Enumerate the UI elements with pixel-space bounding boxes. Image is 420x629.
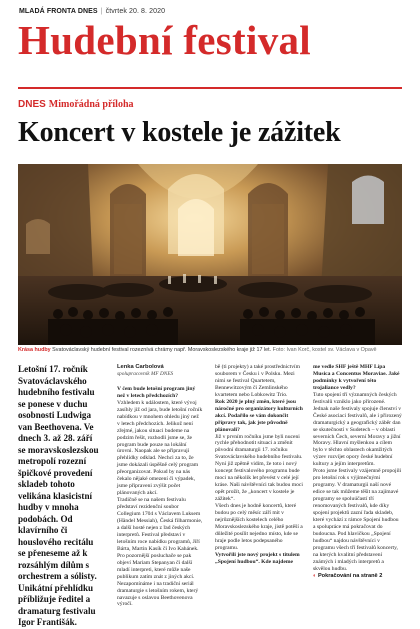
interview-answer: Proto jsme festivaly vzájemně propojili pro letošní rok s výjimečnými programy. V dramaturgii naší nové edice se tak můžeme těšit na zajímavé programy se spoluúčastí tří renomovaných festivalů, kde díky spojení projektů zazní řada skladeb, které vychází z rámce Spojení hudbou a spolupráce má pokračovat do budoucna. Pod hlavičkou „Spojení hudbou“ najdou návštěvníci v programu všech tří festivalů koncerty, na kterých kvalitní představení známých i mladých interpretů a skvělou hudbu. (313, 468, 402, 572)
supplement-subline (18, 94, 134, 112)
masthead-separator: | (100, 8, 103, 15)
continuation-link[interactable] (313, 573, 402, 580)
photo-credit: Foto: Ivan Korč, kostel sv. Václava v Opavě (271, 347, 377, 353)
interview-question: V čem bude letošní program jiný než v letech předchozích? (117, 385, 196, 399)
publication-name: MLADÁ FRONTA DNES (19, 8, 98, 15)
interview-answer: Tradičně se na našem festivalu představí rezidenční soubor Collegium 1704 s Václavem Luksem (Händel Messiah), Česká filharmonie, a další hosté nejen z řad českých interpretů. Festival představí v letošním roce nabídku programů, Jiří Bárta, Martin Kasík či Ivo Kahánek. Pro pozornější posluchače se pak objeví Mariam Stepanyan či další mladí interpreti, které může naše publikum zatím znát z jiných akcí. Nezapomínáme i na tradiční seriál dramaturgie s letošním rokem, který navazuje s oslavou Beethovenova výročí. (117, 497, 203, 608)
interview-answer: Již v prvním ročníku jsme byli nuceni rychle přehodnotit situaci a změnit původní dramaturgii 17. ročníku Svatováclavského hudebního festivalu. Nyní již zpětně vidím, že toto i nový koncept festivalového programu bude moci na několik let převést v celé její kráse. Naši návštěvníci tak budou moci opět prožít, že „koncert v kostele je zážitek“. (215, 433, 303, 503)
interview-question: Rok 2020 je plný změn, které jsou náročné pro organizátory kulturních akcí. Podařilo se vám dokončit přípravy tak, jak jste původně plánovali? (215, 398, 303, 433)
interview-answer: Vzhledem k událostem, které vývoj zasíhly již od jara, bude letošní ročník nabídkou v mnohem ohledu jiný než v letech předchozích. Jelikož není zřejmé, jakou situaci budeme na podzim řešit, rozhodli jsme se, že program bude pouze na lokální úrovni. Naopak ale se připravují přehlídky odklad. Nechci za to, že jsme dokázali úspěšně celý program přeorganizovat. Pokud by na nás čekalo nějaké omezení či výpadek, jsme připraveni zvýšit počet plánovaných akcí. (117, 399, 203, 497)
supplement-title: Hudební festival (18, 17, 311, 63)
brand-logo: DNES (18, 99, 46, 110)
interview-answer: Všech dnes je hodně koncertů, které budou po celý měsíc září mít v nejrůznějších kostelech celého Moravskoslezského kraje, jistě potěší a důležité posílit nejedno místo, kde se hraje podle letos podepsaného programu. (215, 503, 303, 551)
concert-photo (18, 164, 402, 345)
interview-question: me vedle SHF ještě MHF Lípa Musica a Concentus Moraviae. Jaké podmínky k vytvoření této trojaliance vedly? (313, 364, 400, 391)
masthead (19, 8, 165, 15)
continuation-icon: ◐ (313, 572, 317, 579)
photo-caption (18, 347, 402, 353)
interview-question: Vytvořili jste nový projekt s titulem „Spojení hudbou“. Kde najdeme (215, 551, 300, 565)
article-column-3 (215, 364, 303, 566)
title-rule (18, 87, 402, 89)
continuation-text: Pokračování na straně 2 (317, 572, 383, 579)
supplement-subtitle: Mimořádná příloha (48, 99, 134, 110)
issue-date: čtvrtek 20. 8. 2020 (105, 8, 166, 15)
article-column-2 (117, 364, 203, 608)
article-column-4 (313, 364, 402, 580)
interview-answer: Tuto spojení tří významných českých festivalů vzniklo jako přirozené. Jednak naše festivaly spojuje členství v České asociaci festivalů, ale i přirozený dramaturgický a geografický záběr dan se skutečností v Sudetech – v oblasti severních Čech, severní Moravy a jižní Moravy. Hlavní myšlenkou a cílem bylo v těchto oblastech okamžitých výzev rozvíjet opory české hudební kultury a jejím interpretům. (313, 391, 402, 468)
article-headline: Koncert v kostele je zážitek (18, 117, 341, 148)
author-name: Lenka Carbolová (117, 364, 164, 370)
caption-title: Krása hudby (18, 347, 51, 353)
author-role: spolupracovník MF DNES (117, 370, 174, 377)
caption-text: Svatováclavský hudební festival rozeznívá chrámy např. Moravskoslezského kraje již 17 let. (50, 347, 272, 353)
article-lead: Letošní 17. ročník Svatováclavského hudebního festivalu se ponese v duchu osobnosti Ludwiga van Beethovena. Ve dnech 3. až 28. září se moravskoslezskou metropolí rozezní špičkové provedení skladeb tohoto velikána klasicistní hudby v mnoha podobách. Od klavírního či houslového recitálu se přeneseme až k rozsáhlým dílům s orchestrem a sólisty. Unikátní přehlídku příbližuje ředitel a dramaturg festivalu Igor Františák. (18, 364, 99, 627)
interview-answer: bě (ti projekty) a také prostřednictvím souborem v Česku i v Polsku. Mezi nimi se festival Quartetem, Bennewitzovým či Zemlinského kvartetem nebo Lobkowitz Trio. (215, 364, 300, 398)
